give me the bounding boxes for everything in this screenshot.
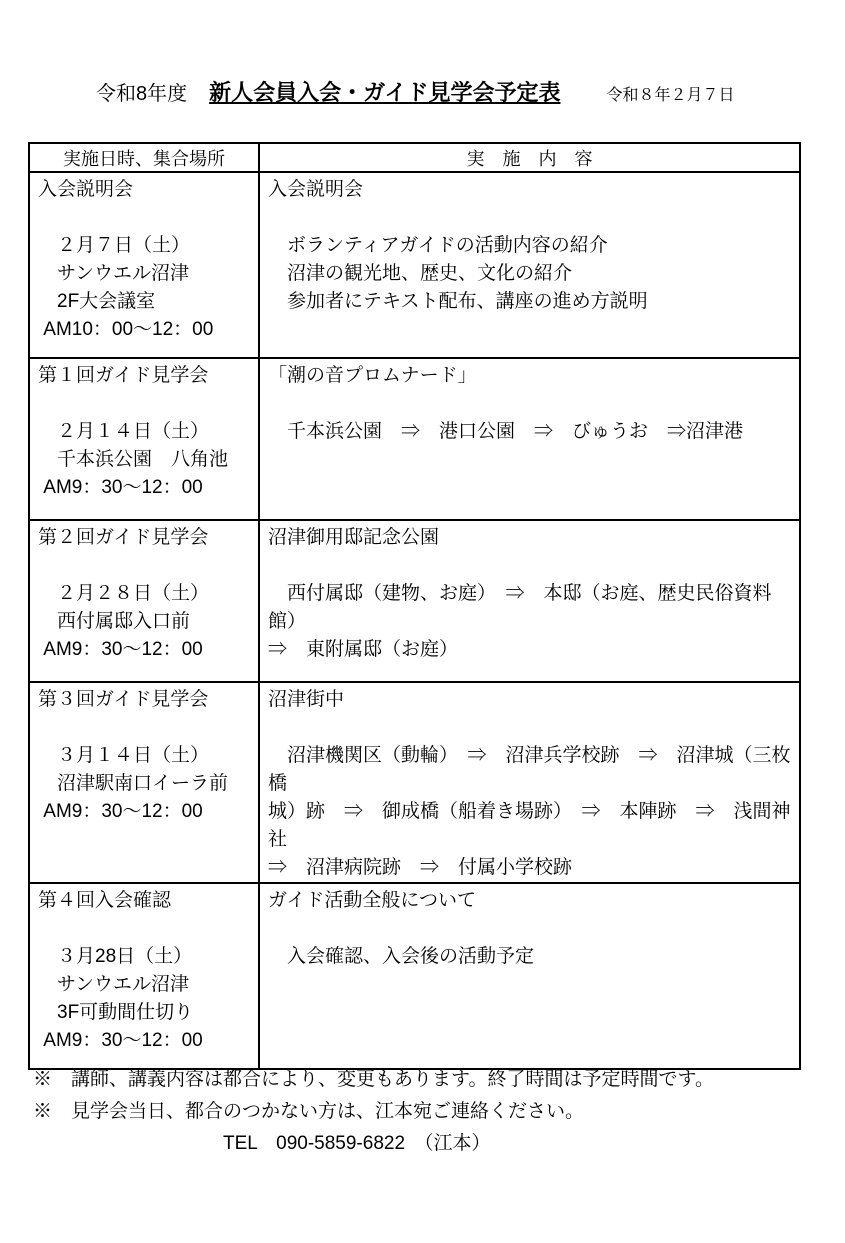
event-time: AM10：00～12：00 xyxy=(38,319,214,340)
event-name: 第４回入会確認 xyxy=(38,890,172,911)
row5-datetime-place-cell xyxy=(29,883,259,1069)
content-title: 入会説明会 xyxy=(268,179,364,200)
row5-content-cell xyxy=(259,883,800,1069)
content-title: 「潮の音プロムナード」 xyxy=(268,365,477,386)
row4-datetime-place-cell xyxy=(29,682,259,883)
event-name: 第３回ガイド見学会 xyxy=(38,689,209,710)
content-line: ⇒ 東附属邸（お庭） xyxy=(268,639,459,660)
row1-datetime-place-cell xyxy=(29,172,259,358)
event-date: ３月28日（土） xyxy=(38,946,193,967)
event-time: AM9：30～12：00 xyxy=(38,477,203,498)
content-title: 沼津御用邸記念公園 xyxy=(268,527,440,548)
event-room: 2F大会議室 xyxy=(38,291,156,312)
row1-content-cell xyxy=(259,172,800,358)
event-time: AM9：30～12：00 xyxy=(38,639,203,660)
event-place: サンウエル沼津 xyxy=(38,974,190,995)
event-date: ２月７日（土） xyxy=(38,235,191,256)
era-label: 令和8年度 xyxy=(96,83,188,105)
column-header-content: 実 施 内 容 xyxy=(259,143,800,172)
table-row xyxy=(29,883,800,1069)
issue-date: 令和８年２月７日 xyxy=(606,87,735,104)
footnote-schedule-change: ※ 講師、講義内容は都合により、変更もあります。終了時間は予定時間です。 xyxy=(33,1069,714,1090)
event-room: 3F可動間仕切り xyxy=(38,1002,194,1023)
content-title: ガイド活動全般について xyxy=(268,890,477,911)
content-line: 城）跡 ⇒ 御成橋（船着き場跡） ⇒ 本陣跡 ⇒ 浅間神社 xyxy=(268,801,791,850)
schedule-table xyxy=(28,142,801,1070)
footnote-contact: ※ 見学会当日、都合のつかない方は、江本宛ご連絡ください。 xyxy=(33,1101,585,1122)
content-line: 千本浜公園 ⇒ 港口公園 ⇒ びゅうお ⇒沼津港 xyxy=(268,421,744,442)
event-name: 入会説明会 xyxy=(38,179,134,200)
content-line: 沼津機関区（動輪） ⇒ 沼津兵学校跡 ⇒ 沼津城（三枚橋 xyxy=(268,745,791,794)
row2-datetime-place-cell xyxy=(29,358,259,520)
row3-datetime-place-cell xyxy=(29,520,259,682)
event-date: ３月１４日（土） xyxy=(38,745,210,766)
contact-phone: TEL 090-5859-6822 （江本） xyxy=(223,1133,491,1154)
content-line: ボランティアガイドの活動内容の紹介 xyxy=(268,235,608,256)
content-line: 西付属邸（建物、お庭） ⇒ 本邸（お庭、歴史民俗資料館） xyxy=(268,583,772,632)
content-title: 沼津街中 xyxy=(268,689,345,710)
event-place: 西付属邸入口前 xyxy=(38,611,191,632)
event-place: 沼津駅南口イーラ前 xyxy=(38,773,229,794)
event-name: 第１回ガイド見学会 xyxy=(38,365,209,386)
page-title: 新人会員入会・ガイド見学会予定表 xyxy=(209,80,561,105)
row2-content-cell xyxy=(259,358,800,520)
event-place: サンウエル沼津 xyxy=(38,263,190,284)
table-row xyxy=(29,172,800,358)
event-date: ２月１４日（土） xyxy=(38,421,210,442)
event-place: 千本浜公園 八角池 xyxy=(38,449,229,470)
row3-content-cell xyxy=(259,520,800,682)
document-header xyxy=(96,76,734,107)
event-time: AM9：30～12：00 xyxy=(38,1030,203,1051)
column-header-datetime-place: 実施日時、集合場所 xyxy=(29,143,259,172)
content-line: ⇒ 沼津病院跡 ⇒ 付属小学校跡 xyxy=(268,857,573,878)
table-header-row xyxy=(29,143,800,172)
event-time: AM9：30～12：00 xyxy=(38,801,203,822)
row4-content-cell xyxy=(259,682,800,883)
content-line: 参加者にテキスト配布、講座の進め方説明 xyxy=(268,291,648,312)
content-line: 沼津の観光地、歴史、文化の紹介 xyxy=(268,263,573,284)
content-line: 入会確認、入会後の活動予定 xyxy=(268,946,535,967)
table-row xyxy=(29,682,800,883)
event-name: 第２回ガイド見学会 xyxy=(38,527,209,548)
event-date: ２月２８日（土） xyxy=(38,583,210,604)
table-row xyxy=(29,358,800,520)
footnotes xyxy=(33,1064,714,1160)
table-row xyxy=(29,520,800,682)
